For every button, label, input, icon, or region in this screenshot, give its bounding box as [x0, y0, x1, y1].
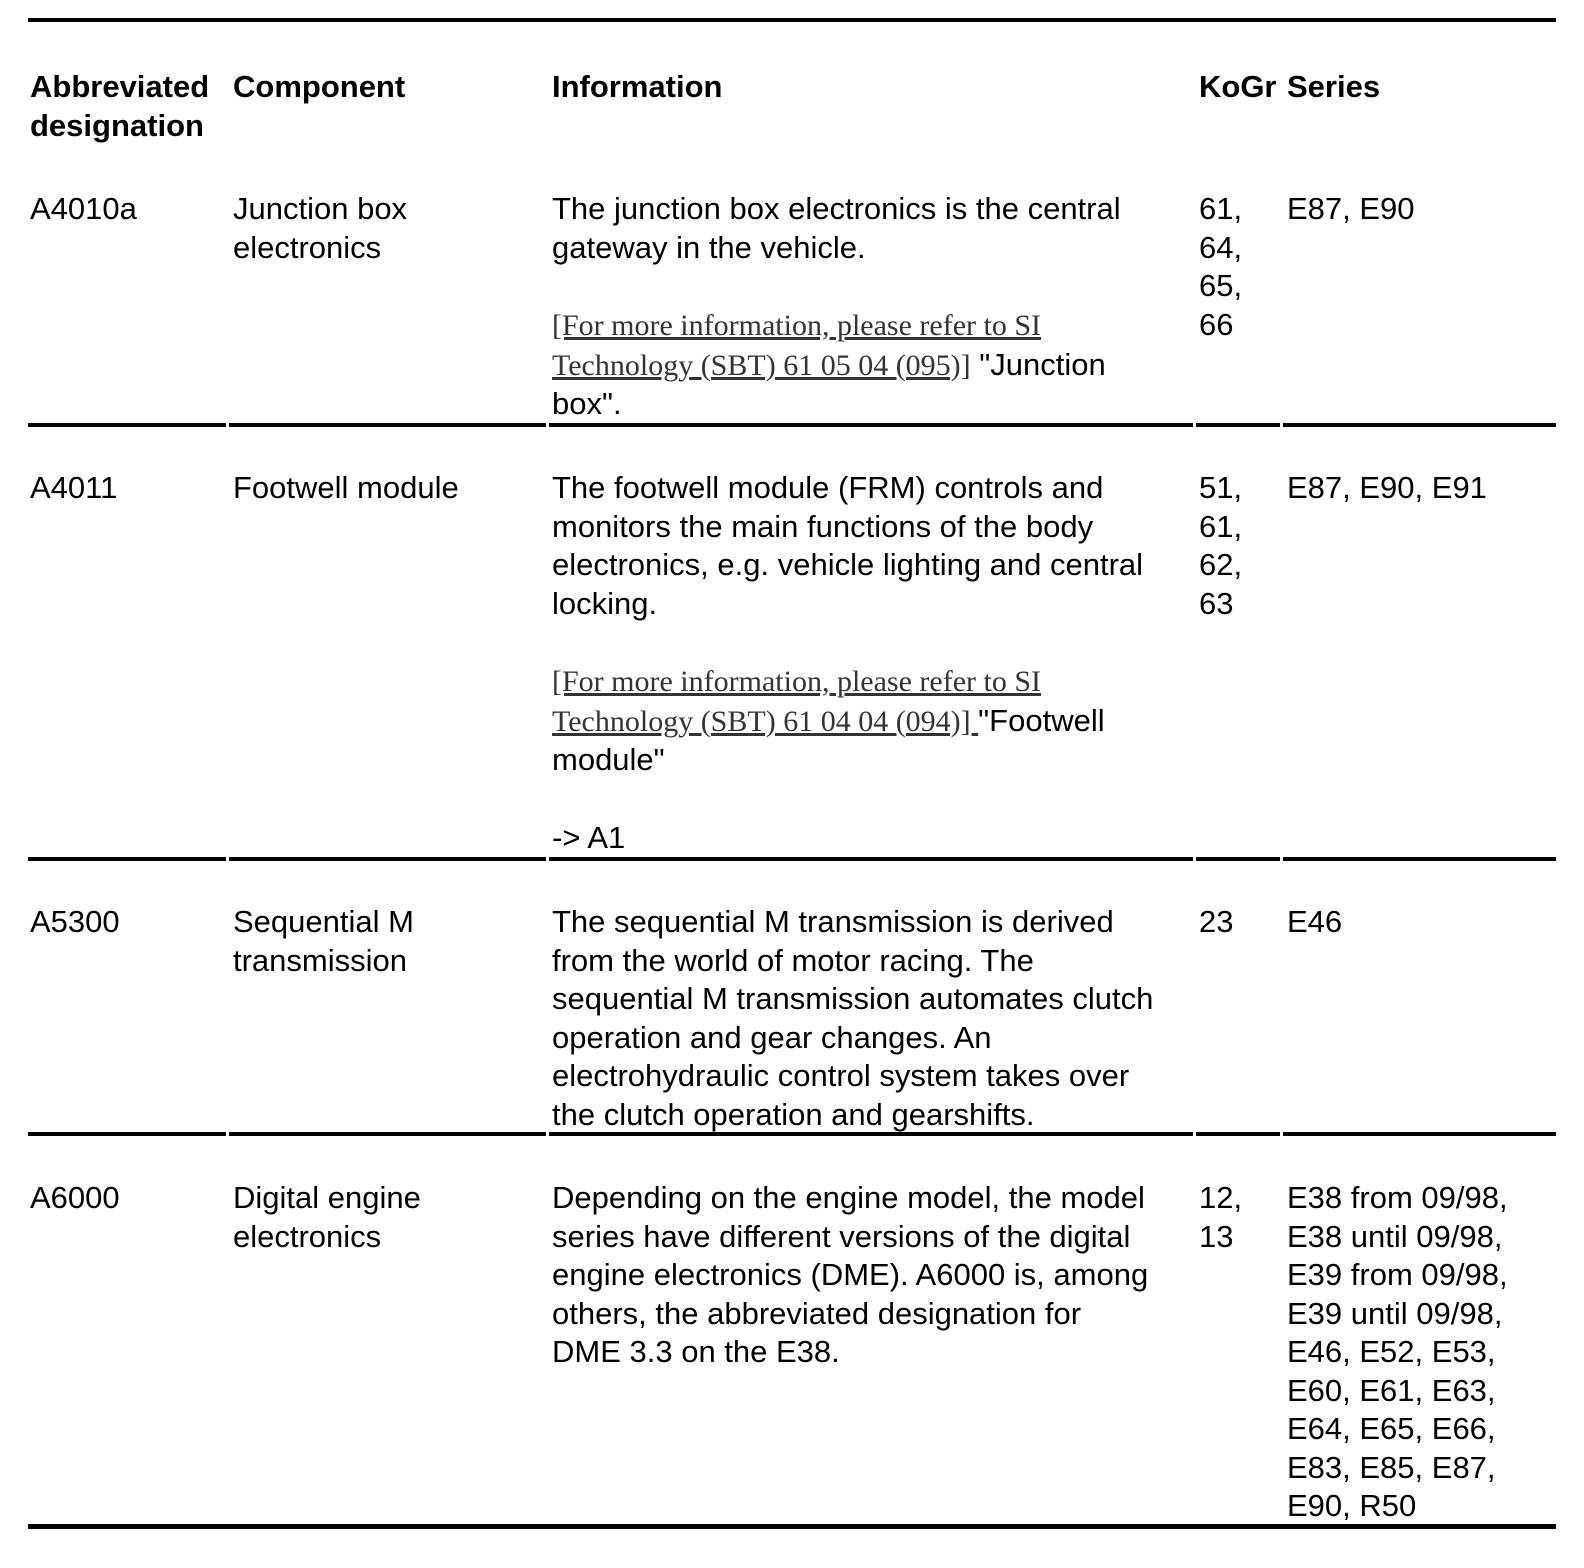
row-kogr: 51, 61, 62, 63: [1199, 470, 1243, 621]
header-series: Series: [1287, 69, 1381, 104]
header-abbreviated-designation: Abbreviated designation: [30, 69, 210, 143]
row-abbr: A5300: [30, 904, 120, 939]
si-technology-link[interactable]: Technology (SBT) 61 04 04 (094)]: [552, 704, 979, 738]
row-abbr: A4011: [30, 470, 118, 505]
row-divider: [229, 1132, 546, 1136]
row-divider: [549, 1132, 1193, 1136]
row-component: Footwell module: [233, 470, 459, 505]
row-divider: [1196, 423, 1280, 427]
bottom-rule: [28, 1524, 1556, 1529]
si-technology-link[interactable]: [For more information, please refer to SI: [552, 665, 1042, 698]
row-abbr: A4010a: [30, 191, 137, 226]
row-component: Digital engine electronics: [233, 1180, 421, 1254]
row-series: E46: [1287, 904, 1343, 939]
row-divider: [1196, 857, 1280, 861]
row-divider: [1283, 1132, 1556, 1136]
row-divider: [1196, 1132, 1280, 1136]
row-divider: [229, 423, 546, 427]
row-divider: [28, 423, 226, 427]
row-kogr: 61, 64, 65, 66: [1199, 191, 1243, 342]
row-series: E87, E90, E91: [1287, 470, 1487, 505]
row-divider: [229, 857, 546, 861]
row-series: E38 from 09/98, E38 until 09/98, E39 from 09/98, E39 until 09/98, E46, E52, E53, E60, E61, E63, E64, E65, E66, E83, E85, E87, E90, R50: [1287, 1180, 1508, 1523]
row-divider: [1283, 857, 1556, 861]
row-component: Junction box electronics: [233, 191, 408, 265]
si-technology-link[interactable]: Technology (SBT) 61 05 04 (095)]: [552, 348, 971, 382]
si-technology-link[interactable]: [For more information, please refer to SI: [552, 309, 1042, 342]
row-kogr: 23: [1199, 904, 1234, 939]
row-information: The sequential M transmission is derived from the world of motor racing. The sequential M transmission automates clutch operation and gear changes. An electrohydraulic control system takes over the clutch operation and gearshifts.: [552, 904, 1154, 1132]
row-divider: [549, 857, 1193, 861]
row-kogr: 12, 13: [1199, 1180, 1243, 1254]
row-series: E87, E90: [1287, 191, 1415, 226]
row-information: Depending on the engine model, the model series have different versions of the digital engine electronics (DME). A6000 is, among others, the abbreviated designation for DME 3.3 on the E38.: [552, 1180, 1149, 1369]
row-divider: [28, 1132, 226, 1136]
cross-reference: -> A1: [552, 819, 626, 855]
row-information: The junction box electronics is the central gateway in the vehicle. [For more information, please refer to SI Technology (SBT) 61 05 04 (095)] "Junction box".: [552, 191, 1121, 421]
header-kogr: KoGr: [1199, 69, 1277, 104]
row-divider: [549, 423, 1193, 427]
header-information: Information: [552, 69, 723, 104]
row-abbr: A6000: [30, 1180, 120, 1215]
row-divider: [28, 857, 226, 861]
row-component: Sequential M transmission: [233, 904, 414, 978]
top-rule: [28, 18, 1556, 22]
header-component: Component: [233, 69, 406, 104]
row-divider: [1283, 423, 1556, 427]
row-information: The footwell module (FRM) controls and monitors the main functions of the body electronics, e.g. vehicle lighting and central locking. [For more information, please refer to SI Technology (SBT) 61 04 04 (094)] "Footwell module" -> A1: [552, 469, 1143, 857]
